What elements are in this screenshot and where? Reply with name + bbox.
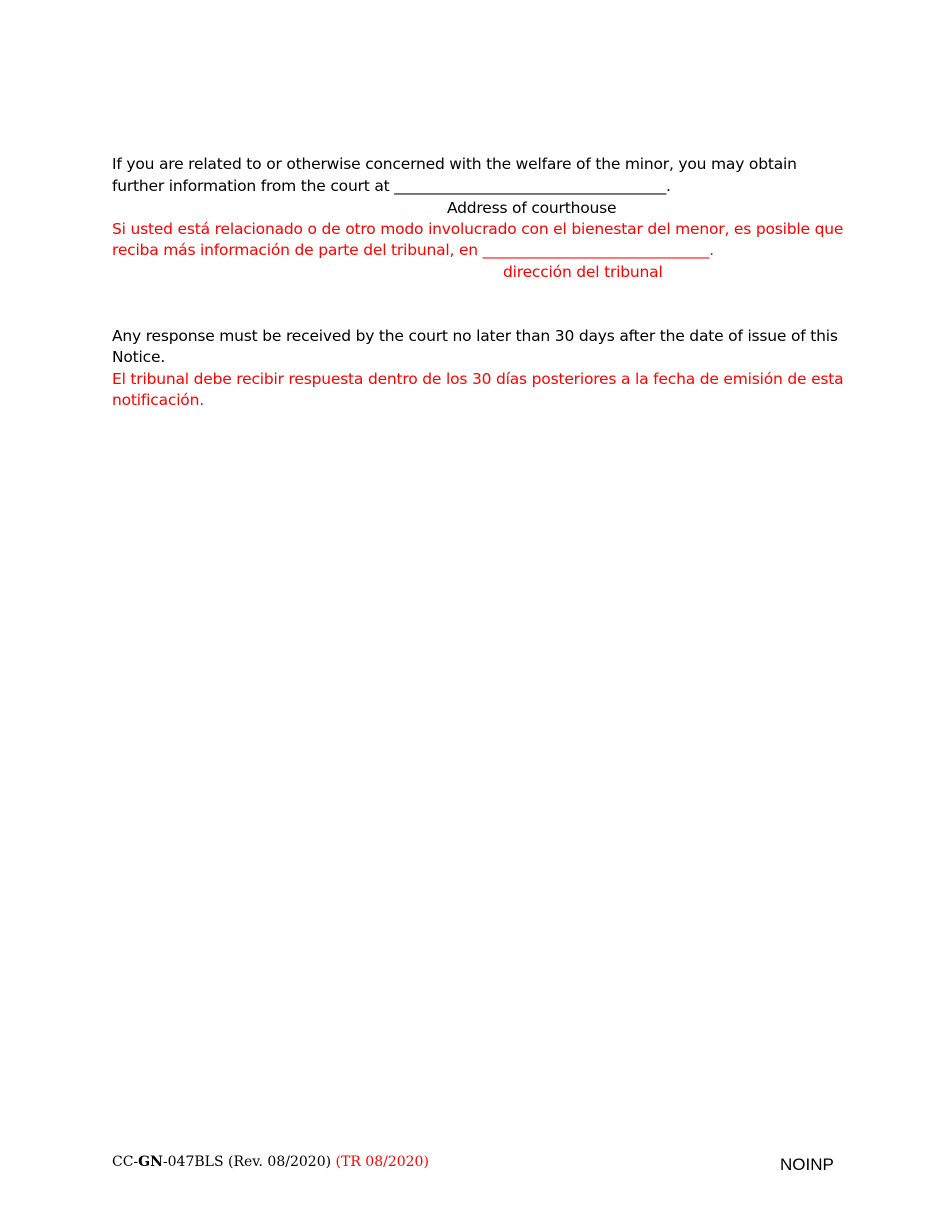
- court-info-english-line-1: If you are related to or otherwise concerned with the welfare of the minor, you may obtain: [112, 155, 797, 173]
- court-info-spanish-line-1: Si usted está relacionado o de otro modo involucrado con el bienestar del menor, es posible que: [112, 220, 844, 238]
- response-deadline-spanish-line-1: El tribunal debe recibir respuesta dentro de los 30 días posteriores a la fecha de emisión de esta: [112, 370, 844, 388]
- form-number-bold: GN: [138, 1154, 163, 1170]
- court-info-spanish-line-2: reciba más información de parte del tribunal, en ______________________________.: [112, 241, 714, 259]
- response-deadline-english-line-2: Notice.: [112, 348, 166, 366]
- form-number-prefix: CC-: [112, 1154, 139, 1170]
- response-deadline-english-line-1: Any response must be received by the court no later than 30 days after the date of issue of this: [112, 327, 838, 345]
- form-code: NOINP: [780, 1155, 834, 1174]
- tribunal-address-label: dirección del tribunal: [503, 263, 663, 281]
- form-number-suffix: -047BLS (Rev. 08/2020): [162, 1154, 332, 1170]
- court-info-english-line-2: further information from the court at ____________________________________.: [112, 177, 671, 195]
- response-deadline-spanish-line-2: notificación.: [112, 391, 204, 409]
- courthouse-address-label: Address of courthouse: [447, 199, 617, 217]
- form-number: [112, 1153, 429, 1171]
- translation-revision: (TR 08/2020): [335, 1154, 429, 1170]
